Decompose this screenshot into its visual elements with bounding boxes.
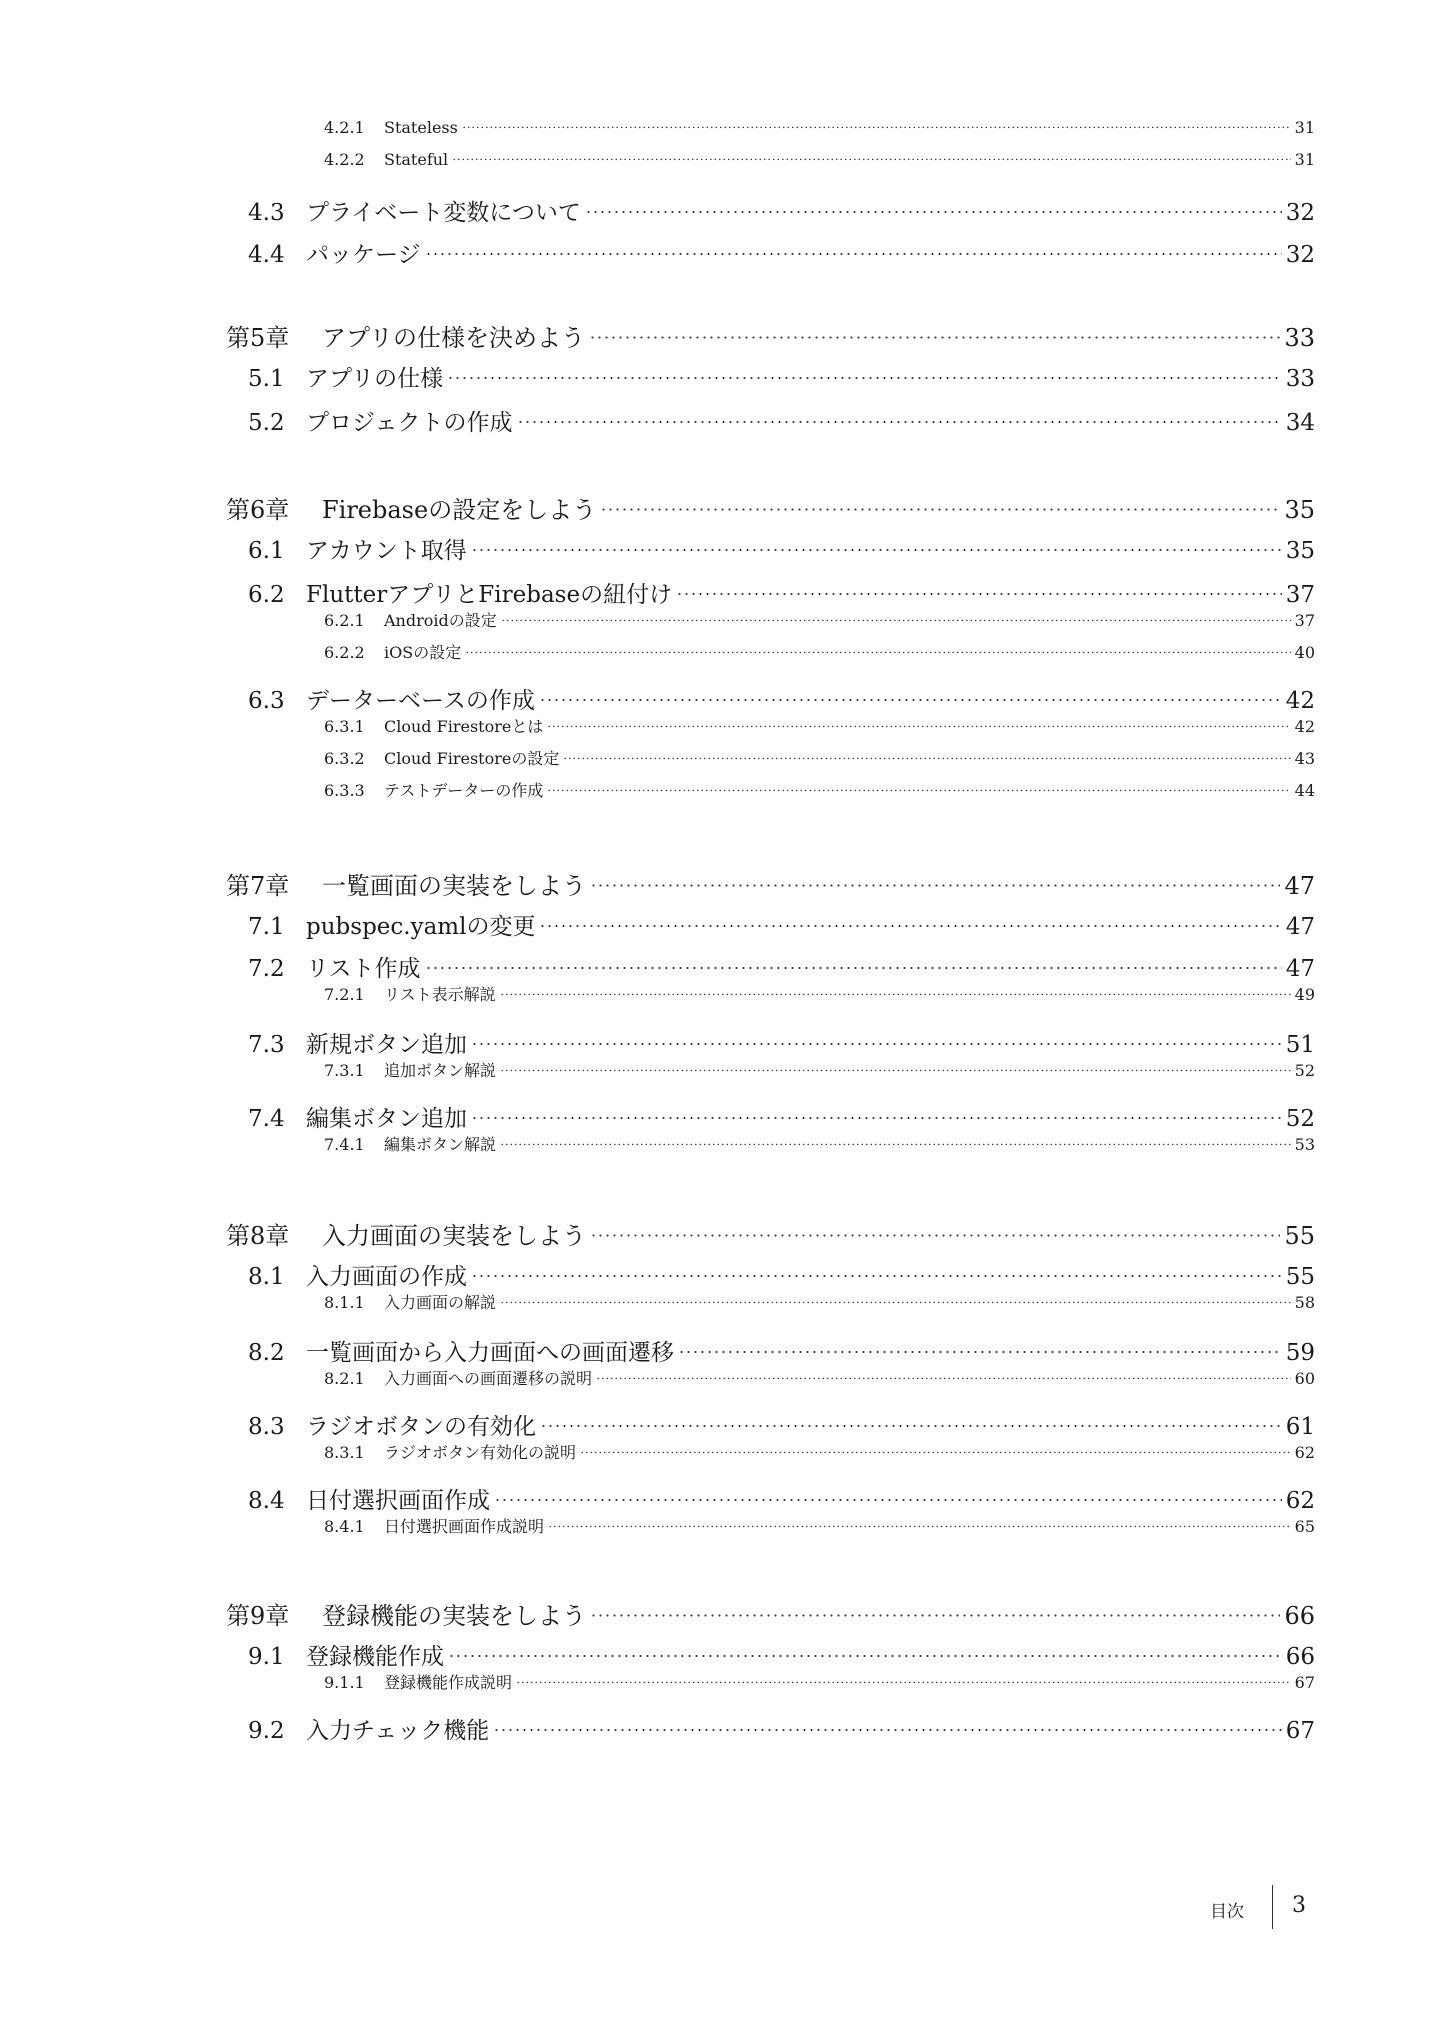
toc-number: 4.2.2: [324, 150, 365, 169]
toc-dot-leader: [547, 720, 1290, 733]
toc-entry-section[interactable]: [248, 1712, 1315, 1745]
toc-dot-leader: [590, 1226, 1280, 1245]
toc-page-number: 67: [1285, 1718, 1315, 1744]
toc-entry-section[interactable]: [248, 576, 1315, 609]
toc-entry-section[interactable]: [248, 236, 1315, 269]
toc-page-number: 62: [1285, 1488, 1315, 1514]
toc-page-number: 42: [1285, 688, 1315, 714]
toc-number: 8.1.1: [324, 1293, 365, 1312]
toc-number: 第7章: [226, 872, 290, 900]
toc-entry-sub[interactable]: [324, 608, 1315, 631]
toc-number: 7.3: [248, 1032, 285, 1058]
toc-title: データーベースの作成: [306, 688, 535, 714]
toc-number: 9.1.1: [324, 1673, 365, 1692]
toc-dot-leader: [563, 752, 1290, 765]
toc-dot-leader: [539, 917, 1281, 935]
toc-page-number: 47: [1284, 872, 1315, 900]
toc-page-number: 40: [1294, 643, 1315, 662]
toc-dot-leader: [447, 369, 1282, 387]
toc-title: Cloud Firestoreとは: [384, 717, 544, 736]
toc-dot-leader: [596, 1372, 1291, 1385]
toc-number: 5.2: [248, 410, 285, 436]
toc-entry-sub[interactable]: [324, 118, 1315, 137]
toc-page-number: 34: [1285, 410, 1315, 436]
toc-title: 新規ボタン追加: [306, 1032, 467, 1058]
toc-dot-leader: [448, 1647, 1282, 1665]
toc-title: 登録機能作成: [306, 1644, 444, 1670]
page-number: 3: [1292, 1893, 1306, 1918]
toc-number: 8.4.1: [324, 1517, 365, 1536]
toc-number: 7.3.1: [324, 1061, 365, 1080]
toc-entry-chapter[interactable]: [226, 318, 1315, 353]
toc-dot-leader: [585, 203, 1282, 221]
toc-number: 7.1: [248, 914, 285, 940]
toc-title: FlutterアプリとFirebaseの紐付け: [306, 582, 673, 608]
toc-number: 7.4: [248, 1106, 285, 1132]
toc-number: 8.2: [248, 1340, 285, 1366]
toc-page-number: 66: [1284, 1602, 1315, 1630]
toc-entry-section[interactable]: [248, 404, 1315, 437]
page-footer: [1210, 1885, 1320, 1929]
toc-dot-leader: [471, 1267, 1282, 1285]
toc-dot-leader: [500, 1138, 1291, 1151]
toc-title: パッケージ: [306, 242, 421, 268]
toc-page-number: 42: [1294, 717, 1315, 736]
toc-dot-leader: [547, 784, 1290, 797]
toc-page-number: 31: [1294, 150, 1315, 169]
toc-number: 4.3: [248, 200, 285, 226]
toc-dot-leader: [501, 614, 1291, 627]
toc-title: 編集ボタン解説: [384, 1135, 497, 1154]
toc-title: 入力画面の解説: [384, 1293, 497, 1312]
toc-page-number: 49: [1294, 985, 1315, 1004]
toc-dot-leader: [425, 245, 1282, 263]
toc-page-number: 51: [1285, 1032, 1315, 1058]
toc-page-number: 60: [1294, 1369, 1315, 1388]
toc-title: 一覧画面から入力画面への画面遷移: [306, 1340, 674, 1366]
toc-entry-sub[interactable]: [324, 1366, 1315, 1389]
toc-title: リスト作成: [306, 956, 421, 982]
toc-title: Cloud Firestoreの設定: [384, 749, 560, 768]
toc-number: 4.4: [248, 242, 285, 268]
toc-title: 入力画面の作成: [306, 1264, 467, 1290]
toc-dot-leader: [500, 1064, 1291, 1077]
toc-page-number: 67: [1294, 1673, 1315, 1692]
toc-number: 第6章: [226, 496, 290, 524]
toc-page-number: 58: [1294, 1293, 1315, 1312]
toc-entry-sub[interactable]: [324, 640, 1315, 663]
toc-number: 6.3.2: [324, 749, 365, 768]
toc-dot-leader: [580, 1446, 1291, 1459]
toc-title: 入力チェック機能: [306, 1718, 490, 1744]
toc-dot-leader: [676, 585, 1282, 603]
toc-title: アプリの仕様: [306, 366, 444, 392]
toc-dot-leader: [471, 541, 1282, 559]
toc-dot-leader: [589, 328, 1280, 347]
toc-entry-sub[interactable]: [324, 714, 1315, 737]
toc-page-number: 35: [1284, 496, 1315, 524]
toc-title: ラジオボタンの有効化: [306, 1414, 536, 1440]
toc-dot-leader: [600, 500, 1280, 519]
toc-entry-section[interactable]: [248, 532, 1315, 565]
toc-number: 4.2.1: [324, 118, 365, 137]
toc-entry-section[interactable]: [248, 194, 1315, 227]
toc-title: Stateful: [384, 150, 449, 169]
toc-title: 一覧画面の実装をしよう: [322, 872, 586, 900]
toc-entry-sub[interactable]: [324, 150, 1315, 169]
toc-number: 第8章: [226, 1222, 290, 1250]
toc-page-number: 61: [1285, 1414, 1315, 1440]
toc-title: リスト表示解説: [384, 985, 496, 1004]
toc-title: 日付選択画面作成: [306, 1488, 490, 1514]
toc-entry-section[interactable]: [248, 1100, 1315, 1133]
toc-title: Androidの設定: [384, 611, 497, 630]
footer-divider: [1272, 1885, 1273, 1929]
toc-entry-section[interactable]: [248, 360, 1315, 393]
toc-page-number: 33: [1285, 366, 1315, 392]
toc-entry-section[interactable]: [248, 1408, 1315, 1441]
toc-number: 8.1: [248, 1264, 285, 1290]
toc-entry-chapter[interactable]: [226, 1596, 1315, 1631]
toc-entry-sub[interactable]: [324, 778, 1315, 801]
toc-page-number: 43: [1294, 749, 1315, 768]
toc-dot-leader: [452, 153, 1290, 166]
toc-page-number: 31: [1294, 118, 1315, 137]
toc-page-number: 52: [1285, 1106, 1315, 1132]
toc-number: 6.2.1: [324, 611, 365, 630]
toc-title: テストデーターの作成: [384, 781, 544, 800]
toc-dot-leader: [494, 1491, 1282, 1509]
toc-dot-leader: [462, 121, 1291, 134]
toc-number: 8.4: [248, 1488, 285, 1514]
toc-dot-leader: [516, 1676, 1291, 1689]
toc-dot-leader: [548, 1520, 1291, 1533]
toc-number: 6.3: [248, 688, 285, 714]
toc-entry-chapter[interactable]: [226, 866, 1315, 901]
toc-entry-section[interactable]: [248, 682, 1315, 715]
toc-entry-sub[interactable]: [324, 746, 1315, 769]
toc-entry-chapter[interactable]: [226, 1216, 1315, 1251]
toc-entry-section[interactable]: [248, 1026, 1315, 1059]
toc-entry-chapter[interactable]: [226, 490, 1315, 525]
toc-page-number: 47: [1285, 956, 1315, 982]
toc-number: 9.1: [248, 1644, 285, 1670]
toc-number: 6.2: [248, 582, 285, 608]
toc-number: 5.1: [248, 366, 285, 392]
toc-page-number: 52: [1294, 1061, 1315, 1080]
toc-page-number: 59: [1285, 1340, 1315, 1366]
toc-title: アプリの仕様を決めよう: [322, 324, 586, 352]
toc-entry-section[interactable]: [248, 908, 1315, 941]
toc-dot-leader: [517, 413, 1282, 431]
toc-page-number: 66: [1285, 1644, 1315, 1670]
toc-dot-leader: [540, 1417, 1282, 1435]
toc-page-number: 37: [1294, 611, 1315, 630]
toc-number: 6.2.2: [324, 643, 365, 662]
toc-title: プロジェクトの作成: [306, 410, 513, 436]
toc-number: 8.2.1: [324, 1369, 365, 1388]
toc-dot-leader: [425, 959, 1282, 977]
toc-entry-sub[interactable]: [324, 1058, 1315, 1081]
toc-number: 7.2: [248, 956, 285, 982]
toc-entry-sub[interactable]: [324, 1132, 1315, 1155]
toc-number: 8.3.1: [324, 1443, 365, 1462]
toc-title: pubspec.yamlの変更: [306, 914, 536, 940]
toc-title: 登録機能作成説明: [384, 1673, 513, 1692]
toc-page-number: 65: [1294, 1517, 1315, 1536]
toc-page-number: 47: [1285, 914, 1315, 940]
toc-entry-sub[interactable]: [324, 1440, 1315, 1463]
toc-dot-leader: [539, 691, 1282, 709]
toc-dot-leader: [590, 876, 1280, 895]
toc-title: Stateless: [384, 118, 458, 137]
toc-entry-section[interactable]: [248, 1482, 1315, 1515]
toc-title: 追加ボタン解説: [384, 1061, 497, 1080]
toc-title: アカウント取得: [306, 538, 467, 564]
toc-title: 日付選択画面作成説明: [384, 1517, 545, 1536]
toc-title: iOSの設定: [384, 643, 462, 662]
toc-number: 6.3.1: [324, 717, 365, 736]
toc-page-number: 35: [1285, 538, 1315, 564]
toc-page-number: 55: [1284, 1222, 1315, 1250]
toc-title: プライベート変数について: [306, 200, 581, 226]
toc-title: ラジオボタン有効化の説明: [384, 1443, 577, 1462]
footer-label: 目次: [1210, 1902, 1244, 1922]
toc-entry-sub[interactable]: [324, 1290, 1315, 1313]
toc-title: 入力画面への画面遷移の説明: [384, 1369, 593, 1388]
toc-page-number: 33: [1284, 324, 1315, 352]
toc-dot-leader: [590, 1606, 1280, 1625]
toc-entry-section[interactable]: [248, 950, 1315, 983]
toc-page-number: 62: [1294, 1443, 1315, 1462]
toc-entry-section[interactable]: [248, 1258, 1315, 1291]
toc-number: 9.2: [248, 1718, 285, 1744]
toc-page-number: 37: [1285, 582, 1315, 608]
toc-page-number: 53: [1294, 1135, 1315, 1154]
toc-page-number: 32: [1285, 242, 1315, 268]
toc-number: 第5章: [226, 324, 290, 352]
toc-dot-leader: [471, 1109, 1282, 1127]
toc-dot-leader: [471, 1035, 1282, 1053]
toc-page-number: 32: [1285, 200, 1315, 226]
toc-entry-section[interactable]: [248, 1638, 1315, 1671]
toc-dot-leader: [678, 1343, 1282, 1361]
toc-title: 編集ボタン追加: [306, 1106, 467, 1132]
toc-page-number: 44: [1294, 781, 1315, 800]
toc-entry-sub[interactable]: [324, 982, 1315, 1005]
toc-number: 7.4.1: [324, 1135, 365, 1154]
toc-number: 8.3: [248, 1414, 285, 1440]
toc-dot-leader: [465, 646, 1290, 659]
toc-entry-section[interactable]: [248, 1334, 1315, 1367]
toc-number: 7.2.1: [324, 985, 365, 1004]
toc-entry-sub[interactable]: [324, 1670, 1315, 1693]
toc-number: 6.1: [248, 538, 285, 564]
toc-dot-leader: [500, 1296, 1291, 1309]
toc-dot-leader: [500, 988, 1291, 1001]
toc-page-number: 55: [1285, 1264, 1315, 1290]
toc-number: 6.3.3: [324, 781, 365, 800]
toc-title: 登録機能の実装をしよう: [322, 1602, 586, 1630]
toc-dot-leader: [493, 1721, 1281, 1739]
toc-title: 入力画面の実装をしよう: [322, 1222, 586, 1250]
toc-number: 第9章: [226, 1602, 290, 1630]
toc-title: Firebaseの設定をしよう: [322, 496, 597, 524]
toc-entry-sub[interactable]: [324, 1514, 1315, 1537]
